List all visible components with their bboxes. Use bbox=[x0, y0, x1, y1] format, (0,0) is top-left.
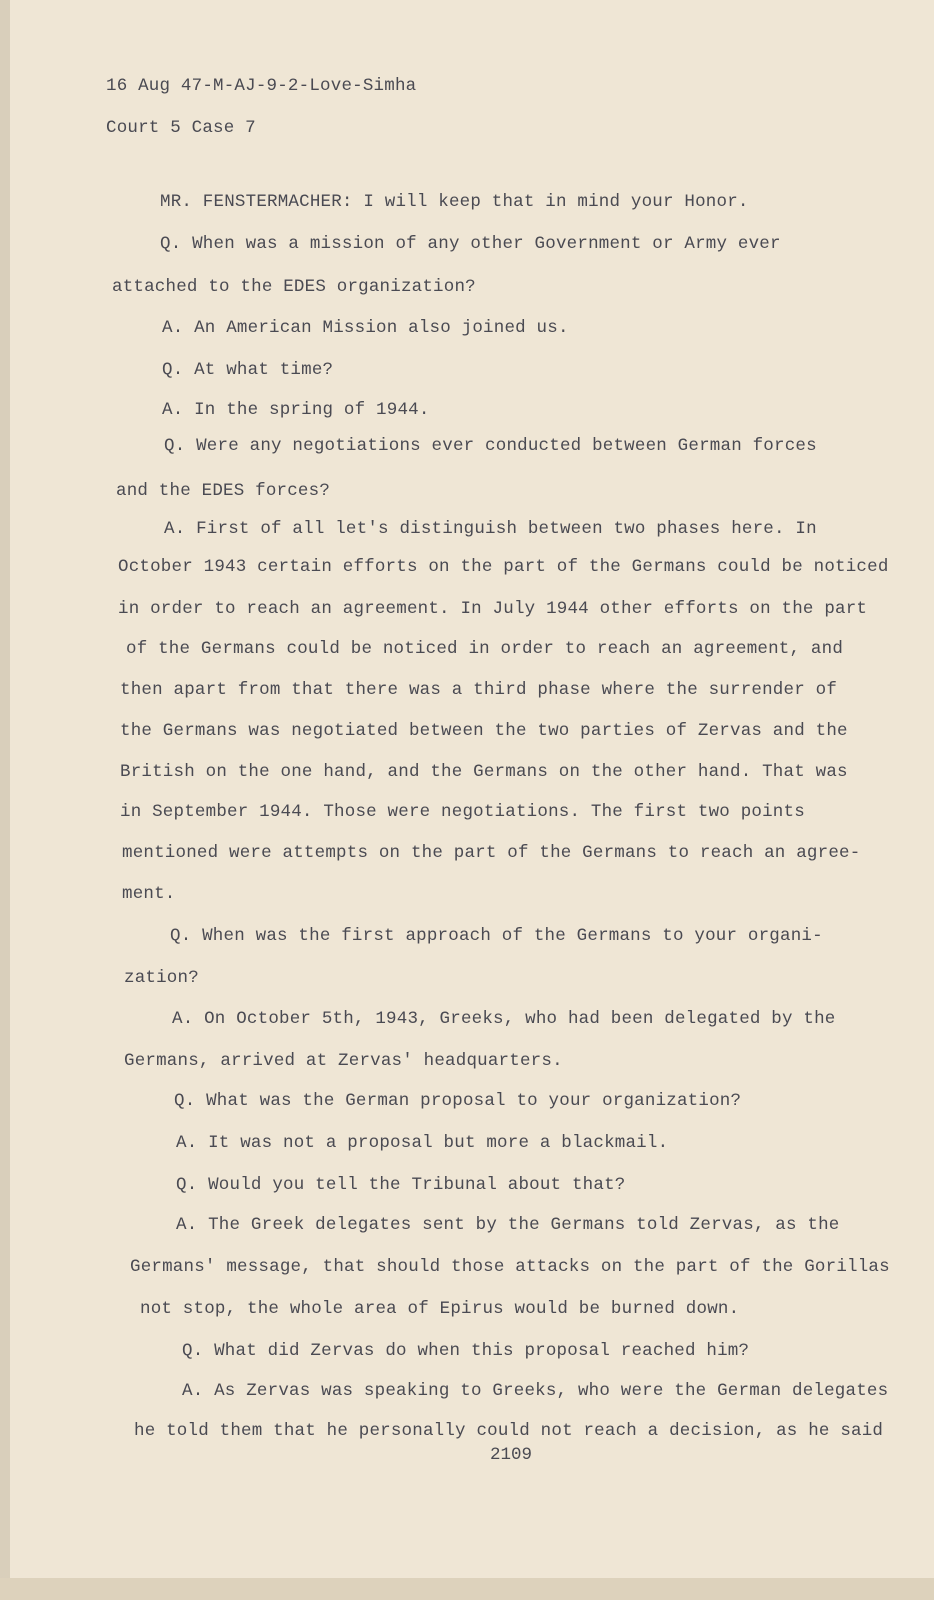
transcript-line: Q. At what time? bbox=[162, 360, 334, 380]
transcript-line: Germans, arrived at Zervas' headquarters. bbox=[124, 1051, 563, 1071]
transcript-line: A. First of all let's distinguish between two phases here. In bbox=[164, 519, 817, 539]
transcript-line: of the Germans could be noticed in order to reach an agreement, and bbox=[126, 639, 844, 659]
page-number: 2109 bbox=[490, 1445, 533, 1465]
transcript-line: in order to reach an agreement. In July 1944 other efforts on the part bbox=[118, 599, 868, 619]
court-case: Court 5 Case 7 bbox=[106, 118, 256, 138]
transcript-line: Q. Were any negotiations ever conducted between German forces bbox=[164, 436, 817, 456]
transcript-line: MR. FENSTERMACHER: I will keep that in mind your Honor. bbox=[160, 192, 749, 212]
transcript-line: Germans' message, that should those attacks on the part of the Gorillas bbox=[130, 1257, 890, 1277]
paper-edge-left bbox=[0, 0, 10, 1600]
transcript-line: A. The Greek delegates sent by the Germans told Zervas, as the bbox=[176, 1215, 840, 1235]
transcript-line: mentioned were attempts on the part of the Germans to reach an agree- bbox=[122, 843, 861, 863]
transcript-line: October 1943 certain efforts on the part of the Germans could be noticed bbox=[118, 557, 889, 577]
transcript-line: Q. What was the German proposal to your organization? bbox=[174, 1091, 742, 1111]
transcript-line: Q. What did Zervas do when this proposal reached him? bbox=[182, 1341, 750, 1361]
transcript-line: Q. When was the first approach of the Germans to your organi- bbox=[170, 926, 823, 946]
transcript-line: attached to the EDES organization? bbox=[112, 277, 476, 297]
transcript-line: A. It was not a proposal but more a blackmail. bbox=[176, 1133, 669, 1153]
transcript-line: then apart from that there was a third phase where the surrender of bbox=[120, 680, 838, 700]
transcript-line: A. An American Mission also joined us. bbox=[162, 318, 569, 338]
transcript-line: Q. When was a mission of any other Government or Army ever bbox=[160, 234, 781, 254]
transcript-line: he told them that he personally could not reach a decision, as he said bbox=[134, 1421, 884, 1441]
file-reference: 16 Aug 47-M-AJ-9-2-Love-Simha bbox=[106, 76, 417, 96]
transcript-line: A. As Zervas was speaking to Greeks, who were the German delegates bbox=[182, 1381, 889, 1401]
transcript-line: British on the one hand, and the Germans on the other hand. That was bbox=[120, 762, 848, 782]
transcript-line: ment. bbox=[122, 884, 176, 904]
paper-edge-bottom bbox=[0, 1578, 934, 1600]
transcript-line: in September 1944. Those were negotiations. The first two points bbox=[120, 802, 805, 822]
transcript-line: A. On October 5th, 1943, Greeks, who had been delegated by the bbox=[172, 1009, 836, 1029]
transcript-line: not stop, the whole area of Epirus would be burned down. bbox=[140, 1299, 740, 1319]
transcript-line: and the EDES forces? bbox=[116, 481, 331, 501]
transcript-line: the Germans was negotiated between the two parties of Zervas and the bbox=[120, 721, 848, 741]
transcript-line: zation? bbox=[124, 968, 199, 988]
transcript-line: Q. Would you tell the Tribunal about that? bbox=[176, 1175, 626, 1195]
transcript-line: A. In the spring of 1944. bbox=[162, 400, 430, 420]
